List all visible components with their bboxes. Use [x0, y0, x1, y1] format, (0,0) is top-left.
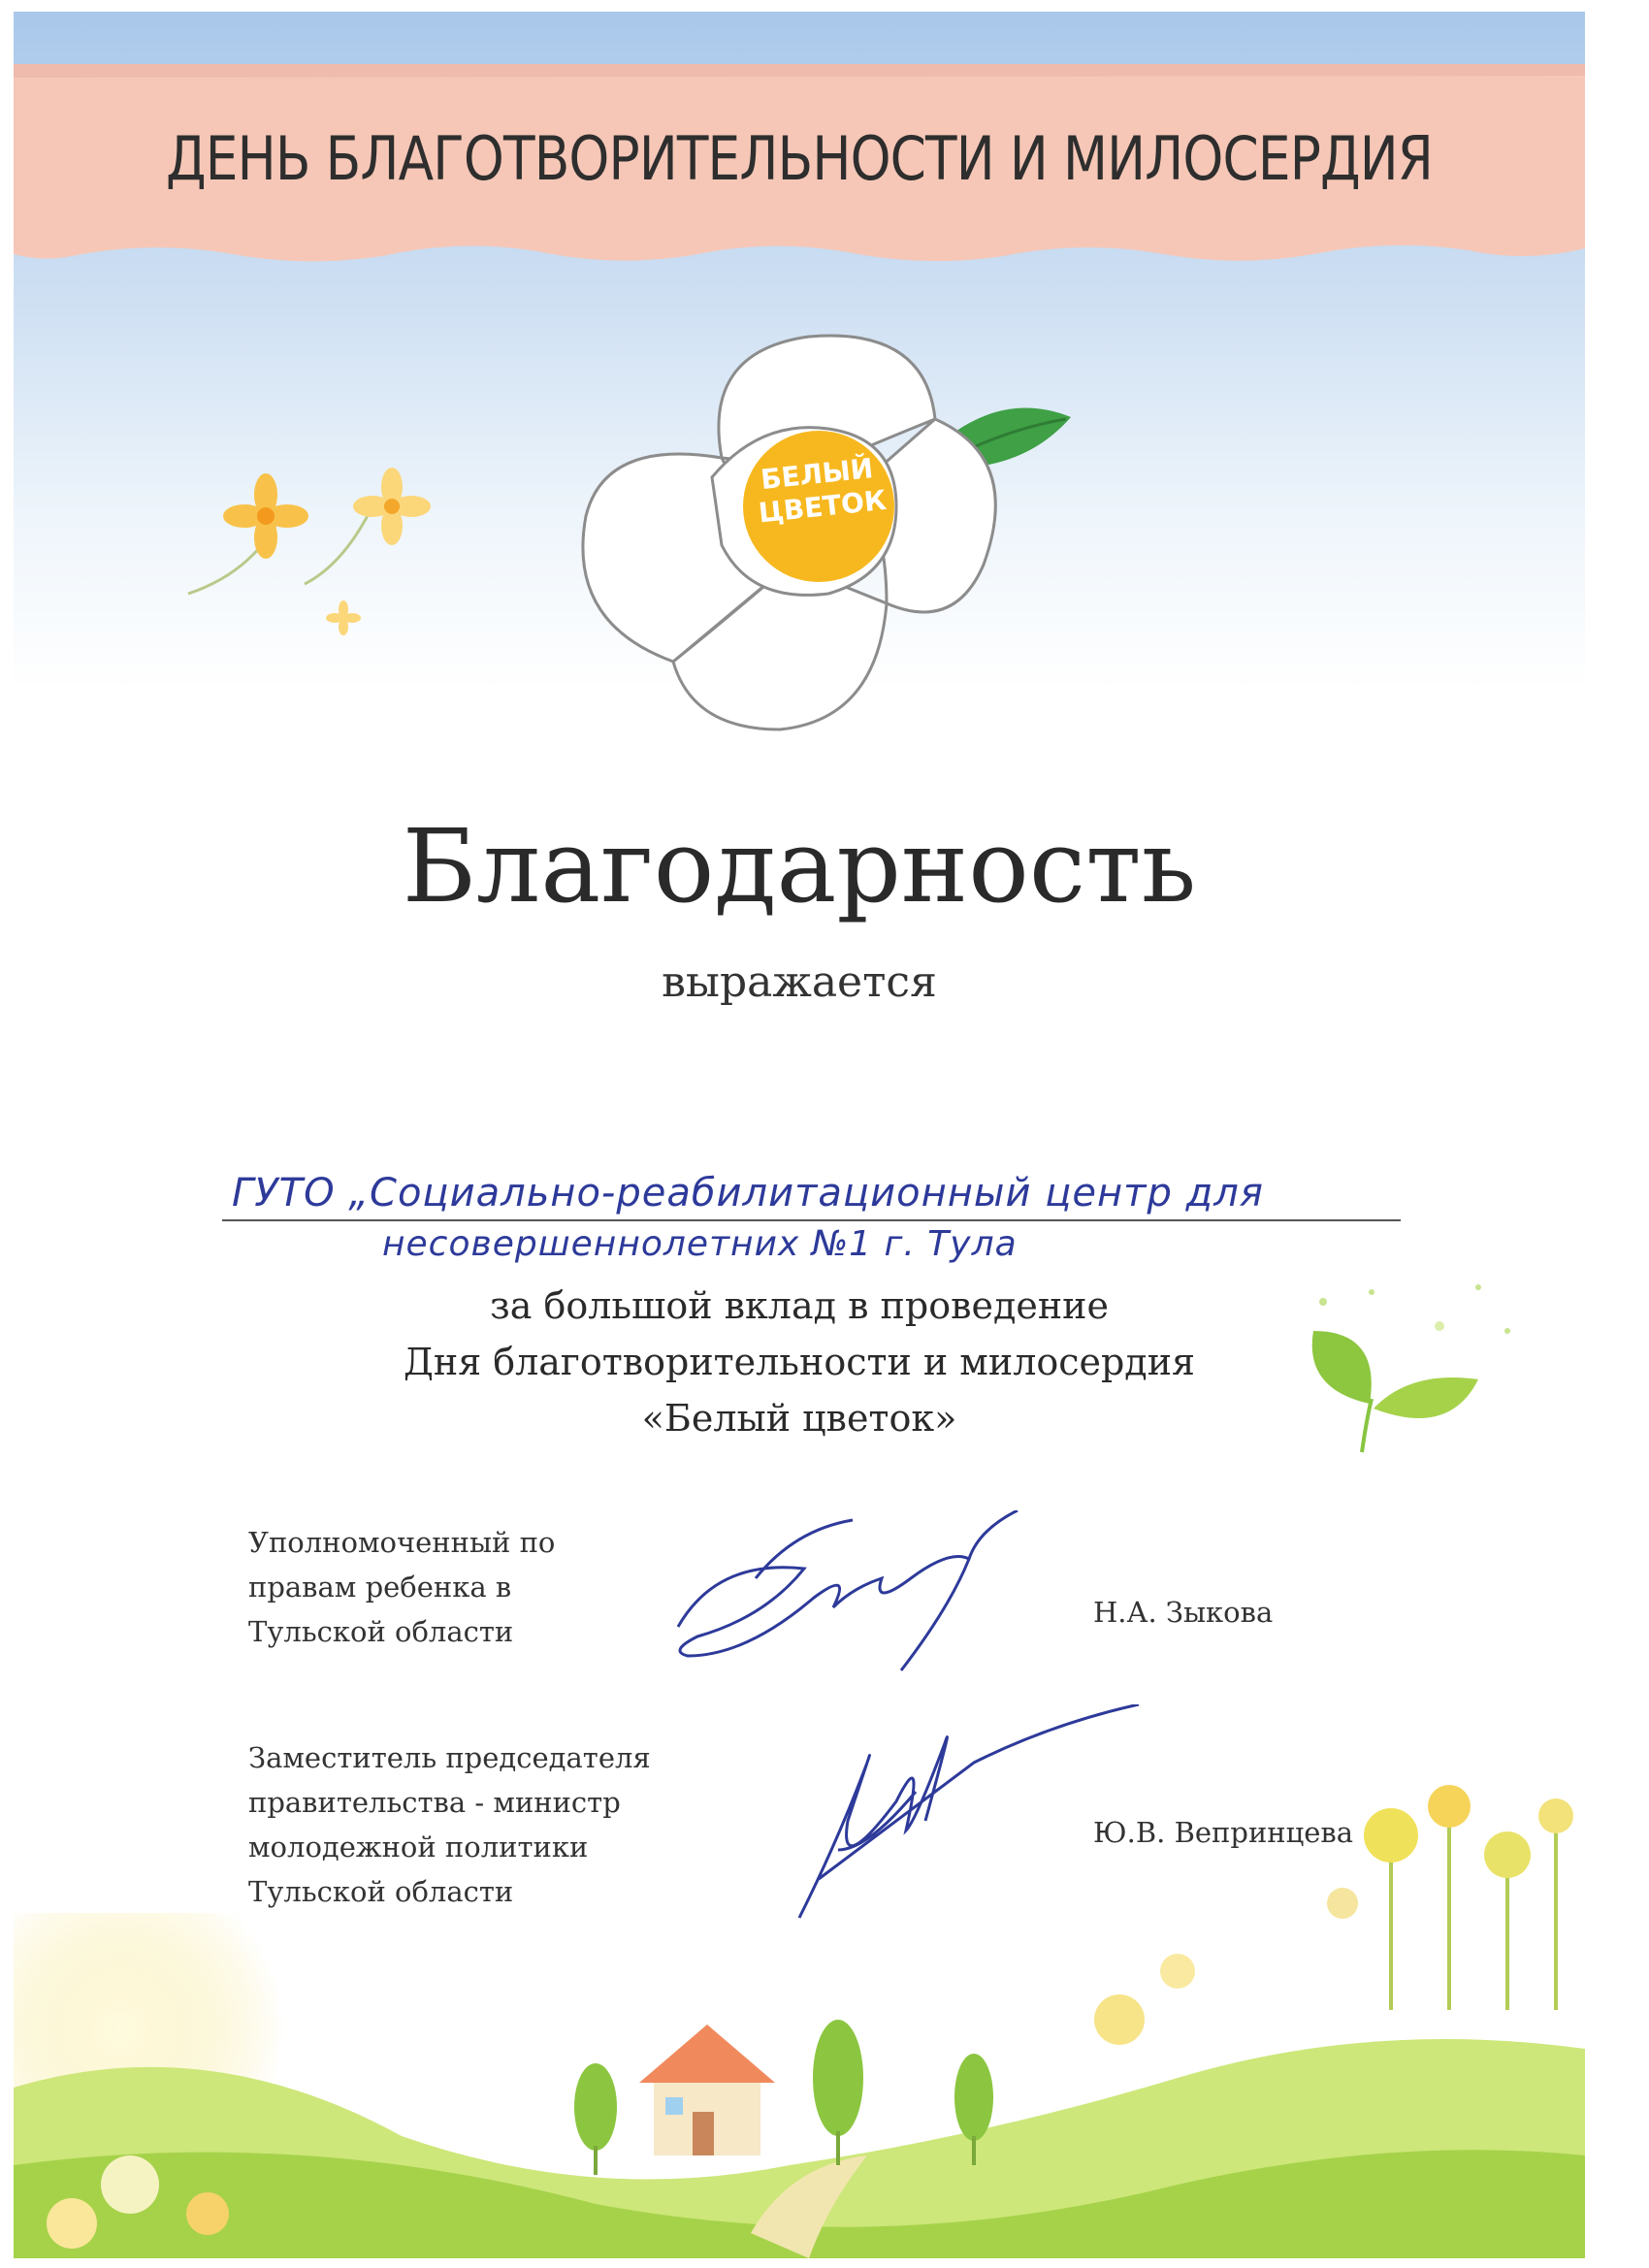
- emblem-line1: БЕЛЫЙ: [759, 452, 875, 497]
- signatory-1-title: [248, 1520, 555, 1654]
- signatory-1-title-line: Уполномоченный по: [248, 1526, 556, 1559]
- reason-line-3: «Белый цветок»: [641, 1397, 957, 1440]
- reason-line-1: за большой вклад в проведение: [490, 1284, 1109, 1327]
- house-icon: [639, 2025, 775, 2155]
- decorative-flowers-left: [159, 448, 469, 662]
- certificate-sheet: [14, 12, 1585, 2258]
- certificate-title: Благодарность: [402, 807, 1197, 925]
- certificate-subtitle: выражается: [662, 957, 937, 1007]
- signatory-1-title-line: Тульской области: [248, 1615, 514, 1648]
- signatory-2-title-line: Тульской области: [248, 1875, 514, 1908]
- reason-line-2: Дня благотворительности и милосердия: [403, 1341, 1196, 1383]
- white-flower-logo: [566, 312, 1110, 749]
- signature-1: [659, 1510, 1047, 1675]
- bottom-landscape-illustration: [14, 1913, 1585, 2258]
- recipient-line-2: несовершеннолетних №1 г. Тула: [382, 1224, 1018, 1264]
- signatory-2-title-line: молодежной политики: [248, 1831, 589, 1863]
- recipient-line-1: ГУТО „Социально-реабилитационный центр для: [232, 1171, 1264, 1215]
- signatory-2-title-line: Заместитель председателя: [248, 1741, 651, 1774]
- white-flower-emblem: [566, 312, 1110, 749]
- event-title: ДЕНЬ БЛАГОТВОРИТЕЛЬНОСТИ И МИЛОСЕРДИЯ: [165, 123, 1434, 194]
- signatory-2-title-line: правительства - министр: [248, 1786, 621, 1819]
- signatory-2-name: Ю.В. Вепринцева: [1093, 1816, 1354, 1849]
- signatory-2-title: [248, 1735, 651, 1914]
- signatory-1-title-line: правам ребенка в: [248, 1571, 512, 1604]
- recipient-field: [222, 1171, 1406, 1278]
- recipient-underline: [222, 1219, 1401, 1221]
- decorative-leaves-right: [1284, 1273, 1536, 1467]
- signatory-1-name: Н.А. Зыкова: [1093, 1596, 1274, 1629]
- emblem-text: [754, 451, 889, 530]
- emblem-line2: ЦВЕТОК: [757, 483, 889, 530]
